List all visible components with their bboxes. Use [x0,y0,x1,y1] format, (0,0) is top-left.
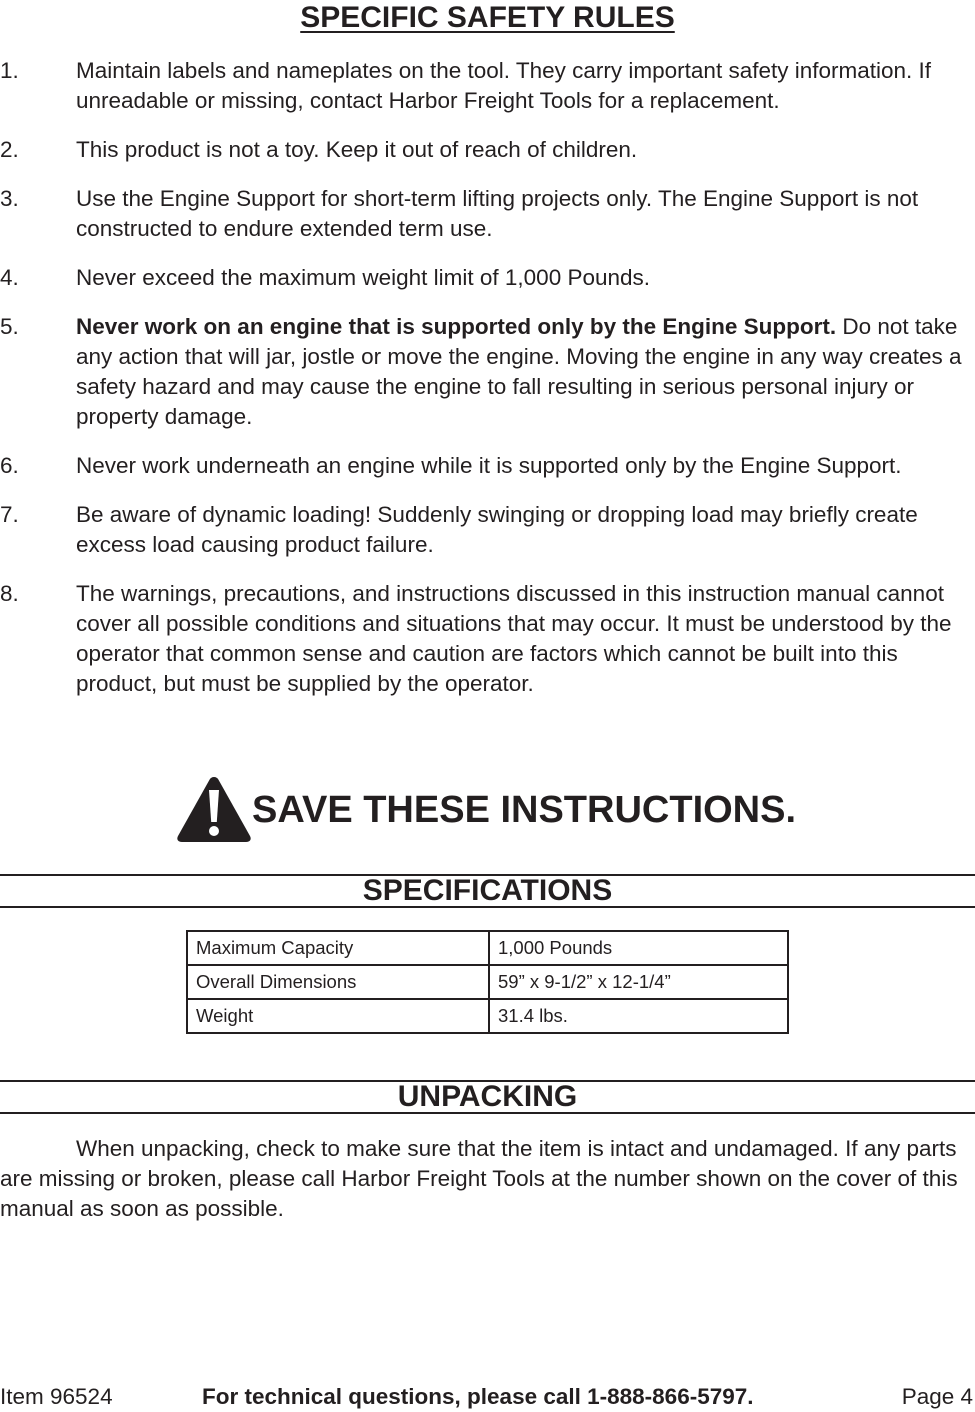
unpacking-heading: UNPACKING [0,1080,975,1114]
rule-bold-text: Never work on an engine that is supported only by the Engine Support. [76,314,837,339]
tech-support-text: For technical questions, please call 1-888-866-5797. [202,1384,754,1409]
rule-number: 3. [0,186,19,211]
rule-text: This product is not a toy. Keep it out of reach of children. [76,137,638,162]
specifications-table [186,930,789,1034]
spec-value: 1,000 Pounds [489,931,788,965]
table-row [187,999,788,1033]
page-footer [0,1382,975,1412]
rule-number: 7. [0,502,19,527]
save-instructions-banner [0,774,975,846]
spec-value: 31.4 lbs. [489,999,788,1033]
specifications-heading: SPECIFICATIONS [0,874,975,908]
unpacking-paragraph: When unpacking, check to make sure that the item is intact and undamaged. If any parts are missing or broken, please call Harbor Freight Tools at the number shown on the cover of this manual as soon as possible. [0,1136,958,1221]
rule-text: The warnings, precautions, and instructions discussed in this instruction manual cannot cover all possible conditions and situations that may occur. It must be understood by the operator that common sense and caution are factors which cannot be built into this product, but must be supplied by the operator. [76,581,952,696]
table-row [187,965,788,999]
safety-rule-6 [0,451,975,481]
rule-text: Do not take any action that will jar, jostle or move the engine. Moving the engine in any way creates a safety hazard and may cause the engine to fall resulting in serious personal injury or property damage. [76,314,962,429]
rule-number: 6. [0,453,19,478]
rule-number: 1. [0,58,19,83]
item-number: Item 96524 [0,1384,113,1409]
safety-rules-list [0,56,975,718]
rule-number: 2. [0,137,19,162]
rule-number: 4. [0,265,19,290]
table-row [187,931,788,965]
safety-rule-2 [0,135,975,165]
rule-text: Be aware of dynamic loading! Suddenly swinging or dropping load may briefly create excess load causing product failure. [76,502,918,557]
rule-text: Never exceed the maximum weight limit of 1,000 Pounds. [76,265,651,290]
spec-label: Overall Dimensions [187,965,489,999]
rule-text: Use the Engine Support for short-term lifting projects only. The Engine Support is not constructed to endure extended term use. [76,186,919,241]
spec-value: 59” x 9-1/2” x 12-1/4” [489,965,788,999]
warning-triangle-icon [175,774,253,844]
spec-label: Weight [187,999,489,1033]
rule-text: Never work underneath an engine while it is supported only by the Engine Support. [76,453,902,478]
spec-label: Maximum Capacity [187,931,489,965]
rule-number: 5. [0,314,19,339]
rule-text: Maintain labels and nameplates on the tool. They carry important safety information. If unreadable or missing, contact Harbor Freight Tools for a replacement. [76,58,932,113]
save-instructions-text: SAVE THESE INSTRUCTIONS. [252,789,797,831]
safety-rule-4 [0,263,975,293]
safety-rule-3 [0,184,975,244]
safety-rule-5 [0,312,975,432]
safety-rule-8 [0,579,975,699]
safety-rule-7 [0,500,975,560]
safety-rule-1 [0,56,975,116]
rule-number: 8. [0,581,19,606]
page-number: Page 4 [901,1384,973,1409]
safety-rules-title: SPECIFIC SAFETY RULES [300,1,675,34]
